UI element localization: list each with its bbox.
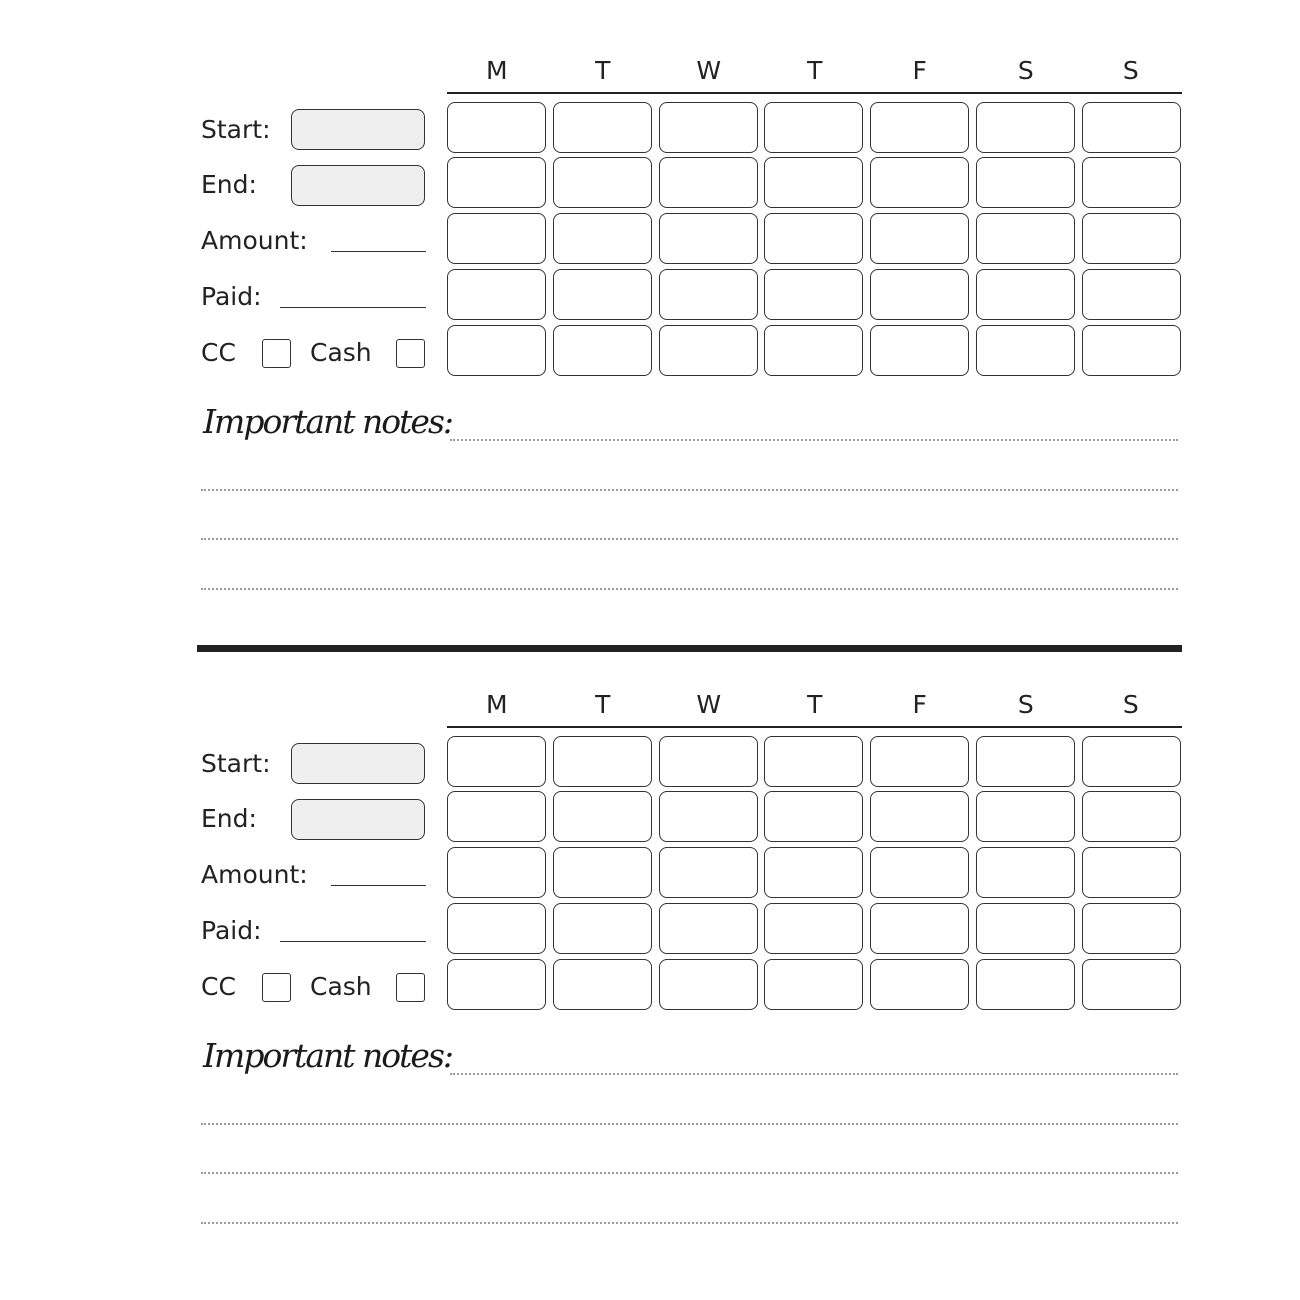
day-cell-wed-row-2[interactable] bbox=[659, 791, 758, 842]
day-cell-fri-row-4[interactable] bbox=[870, 903, 969, 954]
amount-label: Amount: bbox=[201, 226, 308, 255]
day-header-friday: F bbox=[912, 56, 928, 85]
day-cell-tue-row-1[interactable] bbox=[553, 102, 652, 153]
amount-field[interactable] bbox=[331, 885, 426, 886]
day-cell-fri-row-5[interactable] bbox=[870, 325, 969, 376]
day-cell-tue-row-3[interactable] bbox=[553, 847, 652, 898]
day-cell-fri-row-2[interactable] bbox=[870, 791, 969, 842]
start-time-field[interactable] bbox=[291, 743, 425, 784]
day-cell-thu-row-5[interactable] bbox=[764, 325, 863, 376]
day-cell-fri-row-5[interactable] bbox=[870, 959, 969, 1010]
day-cell-tue-row-4[interactable] bbox=[553, 269, 652, 320]
day-cell-sun-row-2[interactable] bbox=[1082, 157, 1181, 208]
day-header-saturday: S bbox=[1017, 690, 1035, 719]
notes-line-1[interactable] bbox=[450, 1073, 1178, 1075]
day-cell-tue-row-4[interactable] bbox=[553, 903, 652, 954]
day-cell-sat-row-2[interactable] bbox=[976, 157, 1075, 208]
day-cell-tue-row-2[interactable] bbox=[553, 791, 652, 842]
amount-field[interactable] bbox=[331, 251, 426, 252]
day-cell-thu-row-5[interactable] bbox=[764, 959, 863, 1010]
day-cell-fri-row-4[interactable] bbox=[870, 269, 969, 320]
day-cell-wed-row-1[interactable] bbox=[659, 736, 758, 787]
start-label: Start: bbox=[201, 115, 271, 144]
tracker-section-2 bbox=[0, 634, 1300, 1274]
start-label: Start: bbox=[201, 749, 271, 778]
notes-line-3[interactable] bbox=[201, 538, 1178, 540]
day-cell-thu-row-2[interactable] bbox=[764, 157, 863, 208]
day-cell-tue-row-1[interactable] bbox=[553, 736, 652, 787]
day-cell-sat-row-1[interactable] bbox=[976, 102, 1075, 153]
amount-label: Amount: bbox=[201, 860, 308, 889]
day-header-tuesday: T bbox=[595, 56, 611, 85]
day-header-tuesday: T bbox=[595, 690, 611, 719]
day-cell-sun-row-5[interactable] bbox=[1082, 325, 1181, 376]
end-time-field[interactable] bbox=[291, 799, 425, 840]
header-rule bbox=[447, 726, 1182, 728]
end-label: End: bbox=[201, 170, 257, 199]
day-header-wednesday: W bbox=[696, 56, 722, 85]
day-cell-sat-row-2[interactable] bbox=[976, 791, 1075, 842]
day-cell-thu-row-3[interactable] bbox=[764, 213, 863, 264]
day-cell-tue-row-2[interactable] bbox=[553, 157, 652, 208]
day-header-monday: M bbox=[485, 56, 509, 85]
day-cell-mon-row-4[interactable] bbox=[447, 903, 546, 954]
cc-checkbox[interactable] bbox=[262, 973, 291, 1002]
day-cell-mon-row-3[interactable] bbox=[447, 213, 546, 264]
important-notes-label: Important notes: bbox=[203, 402, 452, 441]
day-cell-sun-row-3[interactable] bbox=[1082, 213, 1181, 264]
notes-line-2[interactable] bbox=[201, 489, 1178, 491]
cash-label: Cash bbox=[310, 338, 372, 367]
tracker-section-1 bbox=[0, 0, 1300, 640]
cc-checkbox[interactable] bbox=[262, 339, 291, 368]
day-cell-thu-row-4[interactable] bbox=[764, 269, 863, 320]
day-header-thursday: T bbox=[807, 56, 823, 85]
day-cell-tue-row-3[interactable] bbox=[553, 213, 652, 264]
day-cell-sun-row-2[interactable] bbox=[1082, 791, 1181, 842]
day-cell-wed-row-2[interactable] bbox=[659, 157, 758, 208]
cash-label: Cash bbox=[310, 972, 372, 1001]
day-cell-mon-row-5[interactable] bbox=[447, 959, 546, 1010]
day-header-friday: F bbox=[912, 690, 928, 719]
cash-checkbox[interactable] bbox=[396, 973, 425, 1002]
day-cell-thu-row-1[interactable] bbox=[764, 736, 863, 787]
cc-label: CC bbox=[201, 972, 236, 1001]
day-header-sunday: S bbox=[1122, 690, 1140, 719]
day-header-thursday: T bbox=[807, 690, 823, 719]
day-cell-thu-row-1[interactable] bbox=[764, 102, 863, 153]
notes-line-4[interactable] bbox=[201, 588, 1178, 590]
notes-line-2[interactable] bbox=[201, 1123, 1178, 1125]
day-cell-wed-row-5[interactable] bbox=[659, 325, 758, 376]
day-cell-wed-row-5[interactable] bbox=[659, 959, 758, 1010]
day-cell-sat-row-4[interactable] bbox=[976, 269, 1075, 320]
day-cell-fri-row-2[interactable] bbox=[870, 157, 969, 208]
day-header-sunday: S bbox=[1122, 56, 1140, 85]
day-cell-sun-row-1[interactable] bbox=[1082, 102, 1181, 153]
end-label: End: bbox=[201, 804, 257, 833]
day-cell-mon-row-1[interactable] bbox=[447, 102, 546, 153]
day-cell-sun-row-1[interactable] bbox=[1082, 736, 1181, 787]
day-cell-mon-row-2[interactable] bbox=[447, 157, 546, 208]
paid-field[interactable] bbox=[280, 307, 426, 308]
end-time-field[interactable] bbox=[291, 165, 425, 206]
day-cell-mon-row-1[interactable] bbox=[447, 736, 546, 787]
day-cell-fri-row-3[interactable] bbox=[870, 847, 969, 898]
day-cell-sun-row-3[interactable] bbox=[1082, 847, 1181, 898]
day-header-saturday: S bbox=[1017, 56, 1035, 85]
notes-line-1[interactable] bbox=[450, 439, 1178, 441]
day-cell-wed-row-3[interactable] bbox=[659, 847, 758, 898]
day-cell-wed-row-1[interactable] bbox=[659, 102, 758, 153]
day-cell-thu-row-4[interactable] bbox=[764, 903, 863, 954]
day-cell-tue-row-5[interactable] bbox=[553, 325, 652, 376]
notes-line-4[interactable] bbox=[201, 1222, 1178, 1224]
start-time-field[interactable] bbox=[291, 109, 425, 150]
day-cell-fri-row-1[interactable] bbox=[870, 102, 969, 153]
day-cell-mon-row-5[interactable] bbox=[447, 325, 546, 376]
day-cell-mon-row-4[interactable] bbox=[447, 269, 546, 320]
day-cell-thu-row-2[interactable] bbox=[764, 791, 863, 842]
paid-label: Paid: bbox=[201, 282, 262, 311]
day-cell-sat-row-4[interactable] bbox=[976, 903, 1075, 954]
day-cell-wed-row-4[interactable] bbox=[659, 269, 758, 320]
day-cell-thu-row-3[interactable] bbox=[764, 847, 863, 898]
day-cell-sun-row-4[interactable] bbox=[1082, 269, 1181, 320]
day-cell-fri-row-1[interactable] bbox=[870, 736, 969, 787]
cash-checkbox[interactable] bbox=[396, 339, 425, 368]
day-cell-wed-row-3[interactable] bbox=[659, 213, 758, 264]
day-cell-mon-row-2[interactable] bbox=[447, 791, 546, 842]
day-cell-sat-row-3[interactable] bbox=[976, 213, 1075, 264]
header-rule bbox=[447, 92, 1182, 94]
cc-label: CC bbox=[201, 338, 236, 367]
paid-label: Paid: bbox=[201, 916, 262, 945]
paid-field[interactable] bbox=[280, 941, 426, 942]
day-cell-tue-row-5[interactable] bbox=[553, 959, 652, 1010]
day-cell-sat-row-3[interactable] bbox=[976, 847, 1075, 898]
day-cell-mon-row-3[interactable] bbox=[447, 847, 546, 898]
day-cell-sun-row-5[interactable] bbox=[1082, 959, 1181, 1010]
day-cell-sat-row-1[interactable] bbox=[976, 736, 1075, 787]
day-cell-wed-row-4[interactable] bbox=[659, 903, 758, 954]
important-notes-label: Important notes: bbox=[203, 1036, 452, 1075]
day-cell-sat-row-5[interactable] bbox=[976, 325, 1075, 376]
day-cell-fri-row-3[interactable] bbox=[870, 213, 969, 264]
notes-line-3[interactable] bbox=[201, 1172, 1178, 1174]
day-header-monday: M bbox=[485, 690, 509, 719]
day-cell-sun-row-4[interactable] bbox=[1082, 903, 1181, 954]
day-header-wednesday: W bbox=[696, 690, 722, 719]
day-cell-sat-row-5[interactable] bbox=[976, 959, 1075, 1010]
